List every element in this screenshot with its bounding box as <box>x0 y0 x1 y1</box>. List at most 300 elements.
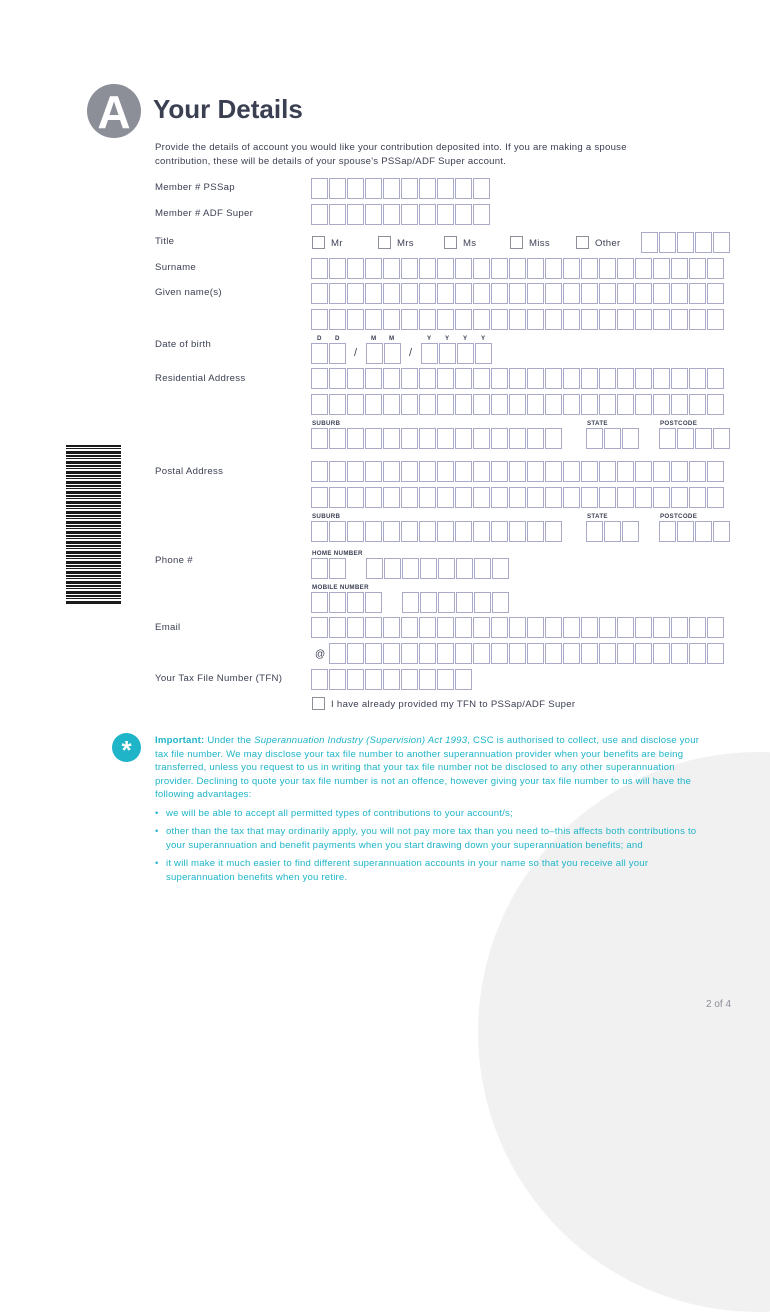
character-box[interactable] <box>563 283 580 304</box>
character-box[interactable] <box>329 669 346 690</box>
character-box[interactable] <box>455 258 472 279</box>
character-box[interactable] <box>366 343 383 364</box>
character-box[interactable] <box>383 258 400 279</box>
postal-state-field[interactable] <box>586 521 640 542</box>
character-box[interactable] <box>491 643 508 664</box>
character-box[interactable] <box>455 178 472 199</box>
character-box[interactable] <box>401 428 418 449</box>
character-box[interactable] <box>671 368 688 389</box>
character-box[interactable] <box>677 521 694 542</box>
character-box[interactable] <box>622 428 639 449</box>
character-box[interactable] <box>437 368 454 389</box>
character-box[interactable] <box>617 617 634 638</box>
character-box[interactable] <box>689 309 706 330</box>
character-box[interactable] <box>455 461 472 482</box>
character-box[interactable] <box>509 258 526 279</box>
dob-month-field[interactable] <box>366 343 402 364</box>
character-box[interactable] <box>311 178 328 199</box>
character-box[interactable] <box>311 558 328 579</box>
character-box[interactable] <box>527 461 544 482</box>
postal-postcode-field[interactable] <box>659 521 731 542</box>
character-box[interactable] <box>653 394 670 415</box>
character-box[interactable] <box>401 178 418 199</box>
character-box[interactable] <box>311 428 328 449</box>
character-box[interactable] <box>563 258 580 279</box>
character-box[interactable] <box>581 461 598 482</box>
character-box[interactable] <box>365 669 382 690</box>
character-box[interactable] <box>491 521 508 542</box>
character-box[interactable] <box>671 394 688 415</box>
character-box[interactable] <box>365 258 382 279</box>
character-box[interactable] <box>491 428 508 449</box>
character-box[interactable] <box>509 309 526 330</box>
character-box[interactable] <box>401 643 418 664</box>
title-other-checkbox[interactable] <box>576 236 589 249</box>
character-box[interactable] <box>401 204 418 225</box>
character-box[interactable] <box>581 283 598 304</box>
character-box[interactable] <box>671 617 688 638</box>
given-names-field-1[interactable] <box>311 283 725 304</box>
character-box[interactable] <box>599 368 616 389</box>
home-number-field[interactable] <box>366 558 510 579</box>
character-box[interactable] <box>491 309 508 330</box>
character-box[interactable] <box>401 309 418 330</box>
character-box[interactable] <box>419 283 436 304</box>
character-box[interactable] <box>509 487 526 508</box>
character-box[interactable] <box>383 368 400 389</box>
character-box[interactable] <box>509 643 526 664</box>
character-box[interactable] <box>455 617 472 638</box>
character-box[interactable] <box>581 258 598 279</box>
character-box[interactable] <box>347 394 364 415</box>
character-box[interactable] <box>311 669 328 690</box>
character-box[interactable] <box>509 394 526 415</box>
character-box[interactable] <box>581 487 598 508</box>
character-box[interactable] <box>509 617 526 638</box>
character-box[interactable] <box>329 487 346 508</box>
character-box[interactable] <box>383 617 400 638</box>
character-box[interactable] <box>437 643 454 664</box>
character-box[interactable] <box>365 521 382 542</box>
character-box[interactable] <box>492 558 509 579</box>
character-box[interactable] <box>437 461 454 482</box>
character-box[interactable] <box>689 394 706 415</box>
character-box[interactable] <box>622 521 639 542</box>
character-box[interactable] <box>311 592 328 613</box>
surname-field[interactable] <box>311 258 725 279</box>
character-box[interactable] <box>473 204 490 225</box>
character-box[interactable] <box>420 592 437 613</box>
character-box[interactable] <box>491 258 508 279</box>
character-box[interactable] <box>329 558 346 579</box>
title-mrs-checkbox[interactable] <box>378 236 391 249</box>
character-box[interactable] <box>401 258 418 279</box>
character-box[interactable] <box>365 394 382 415</box>
character-box[interactable] <box>653 283 670 304</box>
character-box[interactable] <box>401 617 418 638</box>
character-box[interactable] <box>586 521 603 542</box>
character-box[interactable] <box>473 394 490 415</box>
character-box[interactable] <box>599 309 616 330</box>
character-box[interactable] <box>311 204 328 225</box>
character-box[interactable] <box>563 643 580 664</box>
character-box[interactable] <box>545 394 562 415</box>
character-box[interactable] <box>491 617 508 638</box>
character-box[interactable] <box>635 617 652 638</box>
character-box[interactable] <box>635 461 652 482</box>
character-box[interactable] <box>707 617 724 638</box>
character-box[interactable] <box>437 617 454 638</box>
dob-day-field[interactable] <box>311 343 347 364</box>
character-box[interactable] <box>473 643 490 664</box>
character-box[interactable] <box>329 617 346 638</box>
character-box[interactable] <box>707 394 724 415</box>
character-box[interactable] <box>419 368 436 389</box>
character-box[interactable] <box>329 178 346 199</box>
character-box[interactable] <box>617 394 634 415</box>
character-box[interactable] <box>457 343 474 364</box>
character-box[interactable] <box>347 617 364 638</box>
character-box[interactable] <box>419 617 436 638</box>
character-box[interactable] <box>311 617 328 638</box>
character-box[interactable] <box>695 428 712 449</box>
character-box[interactable] <box>347 487 364 508</box>
character-box[interactable] <box>635 487 652 508</box>
character-box[interactable] <box>347 461 364 482</box>
title-other-field[interactable] <box>641 232 731 253</box>
given-names-field-2[interactable] <box>311 309 725 330</box>
character-box[interactable] <box>438 558 455 579</box>
character-box[interactable] <box>599 487 616 508</box>
character-box[interactable] <box>311 343 328 364</box>
character-box[interactable] <box>527 428 544 449</box>
character-box[interactable] <box>329 394 346 415</box>
character-box[interactable] <box>401 394 418 415</box>
character-box[interactable] <box>311 521 328 542</box>
character-box[interactable] <box>401 521 418 542</box>
character-box[interactable] <box>599 461 616 482</box>
character-box[interactable] <box>545 487 562 508</box>
character-box[interactable] <box>659 232 676 253</box>
character-box[interactable] <box>659 521 676 542</box>
character-box[interactable] <box>491 368 508 389</box>
residential-state-field[interactable] <box>586 428 640 449</box>
character-box[interactable] <box>492 592 509 613</box>
mobile-number-field[interactable] <box>402 592 510 613</box>
character-box[interactable] <box>617 258 634 279</box>
character-box[interactable] <box>689 461 706 482</box>
character-box[interactable] <box>509 368 526 389</box>
character-box[interactable] <box>707 368 724 389</box>
character-box[interactable] <box>689 258 706 279</box>
character-box[interactable] <box>653 461 670 482</box>
character-box[interactable] <box>329 461 346 482</box>
character-box[interactable] <box>671 258 688 279</box>
character-box[interactable] <box>437 258 454 279</box>
character-box[interactable] <box>365 643 382 664</box>
character-box[interactable] <box>635 309 652 330</box>
character-box[interactable] <box>545 617 562 638</box>
character-box[interactable] <box>383 178 400 199</box>
character-box[interactable] <box>311 461 328 482</box>
character-box[interactable] <box>635 643 652 664</box>
tfn-field[interactable] <box>311 669 473 690</box>
character-box[interactable] <box>527 521 544 542</box>
character-box[interactable] <box>581 617 598 638</box>
character-box[interactable] <box>545 643 562 664</box>
character-box[interactable] <box>437 521 454 542</box>
character-box[interactable] <box>473 461 490 482</box>
character-box[interactable] <box>599 643 616 664</box>
character-box[interactable] <box>419 258 436 279</box>
character-box[interactable] <box>671 309 688 330</box>
character-box[interactable] <box>617 487 634 508</box>
character-box[interactable] <box>347 592 364 613</box>
character-box[interactable] <box>383 394 400 415</box>
character-box[interactable] <box>365 428 382 449</box>
character-box[interactable] <box>311 368 328 389</box>
character-box[interactable] <box>659 428 676 449</box>
character-box[interactable] <box>617 309 634 330</box>
character-box[interactable] <box>527 487 544 508</box>
character-box[interactable] <box>677 428 694 449</box>
character-box[interactable] <box>713 232 730 253</box>
character-box[interactable] <box>401 487 418 508</box>
character-box[interactable] <box>311 309 328 330</box>
postal-suburb-field[interactable] <box>311 521 563 542</box>
character-box[interactable] <box>401 669 418 690</box>
character-box[interactable] <box>563 461 580 482</box>
character-box[interactable] <box>491 283 508 304</box>
character-box[interactable] <box>604 428 621 449</box>
character-box[interactable] <box>545 283 562 304</box>
character-box[interactable] <box>419 461 436 482</box>
character-box[interactable] <box>365 204 382 225</box>
home-area-code-field[interactable] <box>311 558 347 579</box>
residential-suburb-field[interactable] <box>311 428 563 449</box>
character-box[interactable] <box>473 178 490 199</box>
character-box[interactable] <box>365 592 382 613</box>
character-box[interactable] <box>473 309 490 330</box>
character-box[interactable] <box>671 461 688 482</box>
character-box[interactable] <box>713 521 730 542</box>
character-box[interactable] <box>713 428 730 449</box>
character-box[interactable] <box>527 617 544 638</box>
character-box[interactable] <box>563 309 580 330</box>
character-box[interactable] <box>527 643 544 664</box>
character-box[interactable] <box>455 487 472 508</box>
character-box[interactable] <box>311 258 328 279</box>
character-box[interactable] <box>421 343 438 364</box>
character-box[interactable] <box>365 487 382 508</box>
character-box[interactable] <box>527 368 544 389</box>
character-box[interactable] <box>473 283 490 304</box>
character-box[interactable] <box>329 343 346 364</box>
character-box[interactable] <box>545 368 562 389</box>
character-box[interactable] <box>329 592 346 613</box>
character-box[interactable] <box>437 204 454 225</box>
character-box[interactable] <box>707 461 724 482</box>
email-domain-field[interactable] <box>329 643 725 664</box>
character-box[interactable] <box>439 343 456 364</box>
character-box[interactable] <box>329 368 346 389</box>
character-box[interactable] <box>401 283 418 304</box>
character-box[interactable] <box>455 283 472 304</box>
character-box[interactable] <box>473 368 490 389</box>
character-box[interactable] <box>473 521 490 542</box>
character-box[interactable] <box>419 428 436 449</box>
member-adf-field[interactable] <box>311 204 491 225</box>
character-box[interactable] <box>677 232 694 253</box>
title-miss-checkbox[interactable] <box>510 236 523 249</box>
character-box[interactable] <box>383 428 400 449</box>
character-box[interactable] <box>689 368 706 389</box>
character-box[interactable] <box>347 178 364 199</box>
character-box[interactable] <box>455 669 472 690</box>
character-box[interactable] <box>419 669 436 690</box>
character-box[interactable] <box>383 461 400 482</box>
character-box[interactable] <box>707 487 724 508</box>
character-box[interactable] <box>473 617 490 638</box>
character-box[interactable] <box>527 258 544 279</box>
character-box[interactable] <box>527 283 544 304</box>
character-box[interactable] <box>671 487 688 508</box>
character-box[interactable] <box>419 643 436 664</box>
character-box[interactable] <box>437 178 454 199</box>
character-box[interactable] <box>437 394 454 415</box>
character-box[interactable] <box>653 643 670 664</box>
character-box[interactable] <box>437 309 454 330</box>
character-box[interactable] <box>581 394 598 415</box>
character-box[interactable] <box>509 428 526 449</box>
character-box[interactable] <box>474 592 491 613</box>
character-box[interactable] <box>653 487 670 508</box>
character-box[interactable] <box>455 309 472 330</box>
residential-postcode-field[interactable] <box>659 428 731 449</box>
character-box[interactable] <box>653 368 670 389</box>
character-box[interactable] <box>419 394 436 415</box>
character-box[interactable] <box>347 428 364 449</box>
character-box[interactable] <box>365 461 382 482</box>
character-box[interactable] <box>545 309 562 330</box>
character-box[interactable] <box>563 617 580 638</box>
member-pssap-field[interactable] <box>311 178 491 199</box>
character-box[interactable] <box>689 487 706 508</box>
character-box[interactable] <box>420 558 437 579</box>
character-box[interactable] <box>437 428 454 449</box>
character-box[interactable] <box>599 617 616 638</box>
character-box[interactable] <box>329 258 346 279</box>
character-box[interactable] <box>599 283 616 304</box>
character-box[interactable] <box>329 309 346 330</box>
character-box[interactable] <box>695 521 712 542</box>
character-box[interactable] <box>366 558 383 579</box>
postal-line-2[interactable] <box>311 487 725 508</box>
title-mr-checkbox[interactable] <box>312 236 325 249</box>
character-box[interactable] <box>491 394 508 415</box>
character-box[interactable] <box>473 428 490 449</box>
character-box[interactable] <box>347 669 364 690</box>
character-box[interactable] <box>509 283 526 304</box>
character-box[interactable] <box>635 283 652 304</box>
character-box[interactable] <box>456 592 473 613</box>
character-box[interactable] <box>311 394 328 415</box>
character-box[interactable] <box>617 643 634 664</box>
character-box[interactable] <box>563 368 580 389</box>
character-box[interactable] <box>383 204 400 225</box>
character-box[interactable] <box>671 283 688 304</box>
character-box[interactable] <box>475 343 492 364</box>
character-box[interactable] <box>419 521 436 542</box>
character-box[interactable] <box>383 643 400 664</box>
character-box[interactable] <box>586 428 603 449</box>
character-box[interactable] <box>473 487 490 508</box>
character-box[interactable] <box>689 643 706 664</box>
character-box[interactable] <box>384 558 401 579</box>
character-box[interactable] <box>635 394 652 415</box>
character-box[interactable] <box>473 258 490 279</box>
character-box[interactable] <box>329 283 346 304</box>
character-box[interactable] <box>527 394 544 415</box>
character-box[interactable] <box>437 487 454 508</box>
character-box[interactable] <box>641 232 658 253</box>
character-box[interactable] <box>545 461 562 482</box>
character-box[interactable] <box>491 487 508 508</box>
character-box[interactable] <box>347 368 364 389</box>
character-box[interactable] <box>383 487 400 508</box>
character-box[interactable] <box>437 669 454 690</box>
character-box[interactable] <box>347 283 364 304</box>
character-box[interactable] <box>581 643 598 664</box>
character-box[interactable] <box>455 204 472 225</box>
character-box[interactable] <box>635 258 652 279</box>
character-box[interactable] <box>455 394 472 415</box>
character-box[interactable] <box>707 309 724 330</box>
character-box[interactable] <box>653 258 670 279</box>
character-box[interactable] <box>455 428 472 449</box>
residential-line-2[interactable] <box>311 394 725 415</box>
character-box[interactable] <box>545 428 562 449</box>
character-box[interactable] <box>617 461 634 482</box>
character-box[interactable] <box>474 558 491 579</box>
title-ms-checkbox[interactable] <box>444 236 457 249</box>
character-box[interactable] <box>329 204 346 225</box>
character-box[interactable] <box>383 283 400 304</box>
character-box[interactable] <box>671 643 688 664</box>
character-box[interactable] <box>707 283 724 304</box>
character-box[interactable] <box>347 258 364 279</box>
character-box[interactable] <box>545 258 562 279</box>
character-box[interactable] <box>347 521 364 542</box>
character-box[interactable] <box>401 368 418 389</box>
character-box[interactable] <box>329 428 346 449</box>
tfn-provided-checkbox[interactable] <box>312 697 325 710</box>
character-box[interactable] <box>545 521 562 542</box>
character-box[interactable] <box>311 487 328 508</box>
character-box[interactable] <box>365 309 382 330</box>
character-box[interactable] <box>419 204 436 225</box>
character-box[interactable] <box>438 592 455 613</box>
character-box[interactable] <box>365 283 382 304</box>
character-box[interactable] <box>509 521 526 542</box>
dob-year-field[interactable] <box>421 343 493 364</box>
character-box[interactable] <box>635 368 652 389</box>
character-box[interactable] <box>604 521 621 542</box>
email-field[interactable] <box>311 617 725 638</box>
character-box[interactable] <box>617 283 634 304</box>
character-box[interactable] <box>402 558 419 579</box>
character-box[interactable] <box>347 643 364 664</box>
